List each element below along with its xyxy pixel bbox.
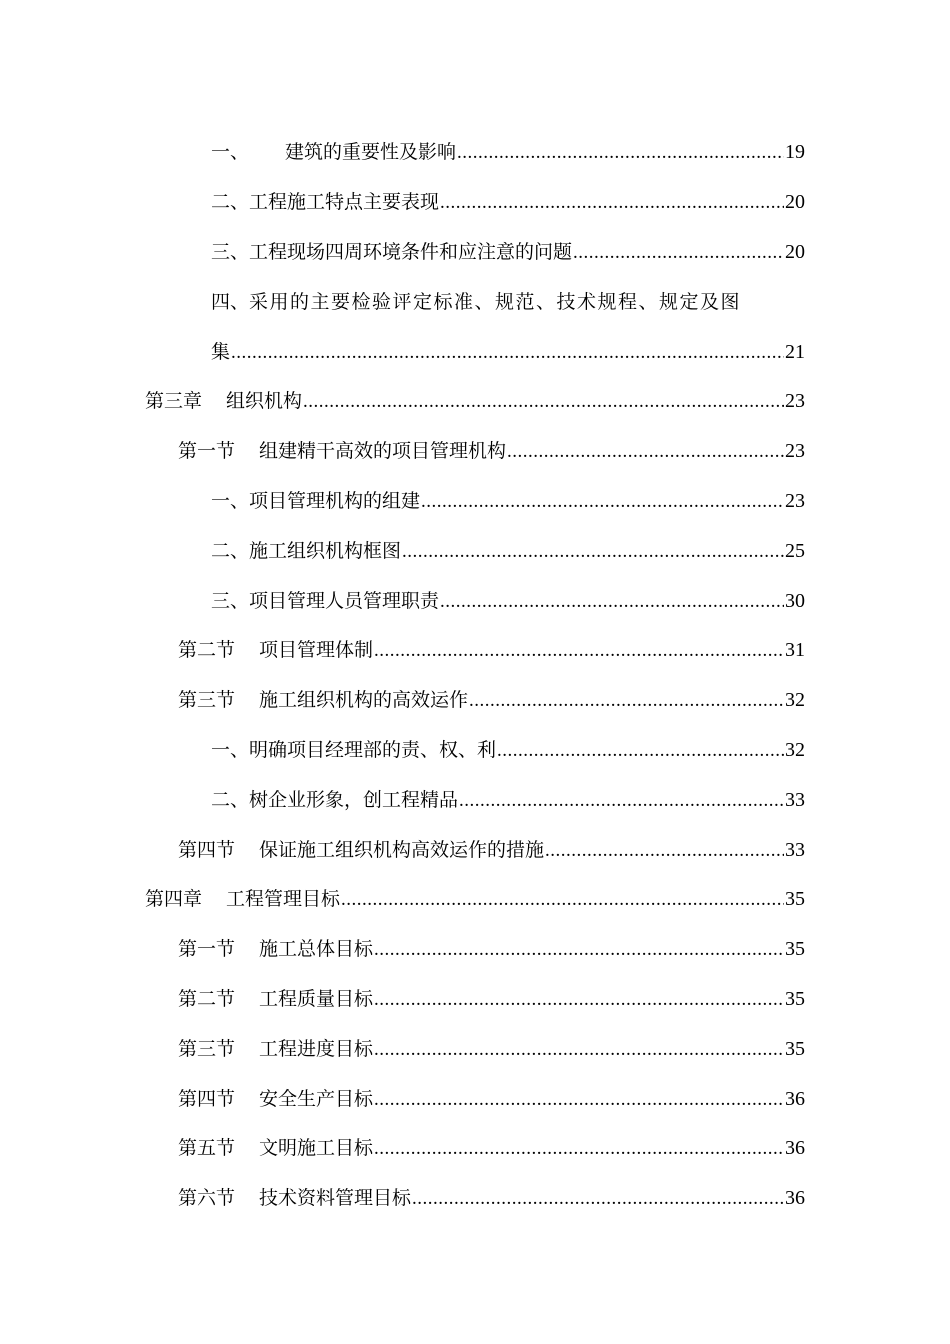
toc-page-number: 19 (785, 141, 805, 164)
toc-page-number: 20 (785, 191, 805, 214)
toc-entry-item[interactable] (0, 773, 950, 823)
toc-entry-section[interactable] (0, 1172, 950, 1222)
toc-page-number: 31 (785, 639, 805, 662)
toc-entry-title: 施工总体目标 (259, 938, 374, 961)
toc-entry-item[interactable] (0, 226, 950, 276)
toc-entry-item[interactable] (0, 724, 950, 774)
toc-entry-line (178, 685, 805, 712)
toc-entry-line (211, 337, 805, 364)
toc-dot-leader (341, 889, 784, 911)
toc-dot-leader (497, 740, 784, 762)
toc-entry-title: 项目管理体制 (259, 639, 374, 662)
toc-entry-line (211, 735, 805, 762)
toc-entry-section[interactable] (0, 1122, 950, 1172)
toc-entry-title: 项目管理机构的组建 (249, 489, 421, 512)
toc-dot-leader (440, 192, 784, 214)
toc-entry-number: 三、 (211, 589, 250, 612)
toc-page-number: 36 (785, 1137, 805, 1160)
toc-entry-title: 组建精干高效的项目管理机构 (259, 440, 507, 463)
toc-entry-number: 第五节 (178, 1137, 236, 1160)
toc-entry-section[interactable] (0, 923, 950, 973)
toc-entry-item[interactable] (0, 126, 950, 176)
toc-dot-leader (469, 690, 784, 712)
toc-entry-line (211, 536, 805, 563)
toc-page-number: 25 (785, 539, 805, 562)
toc-entry-section[interactable] (0, 425, 950, 475)
toc-entry-item[interactable] (0, 325, 950, 375)
toc-dot-leader (374, 939, 784, 961)
toc-entry-section[interactable] (0, 1072, 950, 1122)
toc-entry-title: 文明施工目标 (259, 1137, 374, 1160)
toc-dot-leader (459, 790, 784, 812)
toc-entry-title: 工程管理目标 (226, 888, 341, 911)
toc-entry-title: 安全生产目标 (259, 1087, 374, 1110)
toc-dot-leader (412, 1188, 784, 1210)
toc-entry-number: 二、 (211, 191, 250, 214)
toc-dot-leader (303, 391, 784, 413)
toc-page-number: 23 (785, 440, 805, 463)
toc-page-number: 35 (785, 888, 805, 911)
toc-entry-title: 施工组织机构的高效运作 (259, 689, 469, 712)
toc-entry-title: 保证施工组织机构高效运作的措施 (259, 838, 545, 861)
toc-entry-line (178, 934, 805, 961)
toc-dot-leader (374, 1089, 784, 1111)
toc-page-number: 30 (785, 589, 805, 612)
toc-entry-number: 一、 (211, 489, 250, 512)
toc-entry-number: 第四节 (178, 838, 236, 861)
toc-entry-title: 项目管理人员管理职责 (249, 589, 440, 612)
toc-dot-leader (507, 441, 784, 463)
toc-page-number: 35 (785, 1037, 805, 1060)
toc-entry-title: 工程施工特点主要表现 (249, 191, 440, 214)
toc-page-number: 33 (785, 788, 805, 811)
toc-page-number: 32 (785, 689, 805, 712)
toc-entry-chapter[interactable] (0, 375, 950, 425)
toc-entry-number: 三、 (211, 240, 250, 263)
toc-entry-item[interactable] (0, 176, 950, 226)
toc-entry-number: 一、 (211, 141, 250, 164)
toc-entry-line (178, 436, 805, 463)
toc-page-number: 32 (785, 738, 805, 761)
toc-entry-line (145, 386, 805, 413)
toc-entry-item[interactable] (0, 475, 950, 525)
toc-entry-line (211, 287, 741, 314)
toc-entry-number: 第三章 (145, 390, 203, 413)
toc-entry-line (145, 884, 805, 911)
toc-entry-title: 工程现场四周环境条件和应注意的问题 (249, 240, 573, 263)
toc-entry-number: 第四章 (145, 888, 203, 911)
toc-entry-line (178, 835, 805, 862)
toc-dot-leader (545, 840, 784, 862)
toc-dot-leader (440, 591, 784, 613)
toc-entry-title: 树企业形象，创工程精品 (249, 788, 459, 811)
toc-dot-leader (421, 491, 784, 513)
toc-dot-leader (374, 1039, 784, 1061)
toc-entry-line (178, 1034, 805, 1061)
toc-entry-number: 第六节 (178, 1187, 236, 1210)
toc-entry-section[interactable] (0, 1022, 950, 1072)
toc-entry-line (178, 1133, 805, 1160)
toc-entry-number: 四、 (211, 290, 250, 313)
toc-entry-chapter[interactable] (0, 873, 950, 923)
toc-entry-number: 二、 (211, 788, 250, 811)
toc-entry-line (211, 187, 805, 214)
toc-entry-title: 采用的主要检验评定标准、规范、技术规程、规定及图 (249, 290, 742, 313)
toc-entry-title: 明确项目经理部的责、权、利 (249, 738, 497, 761)
toc-entry-number: 二、 (211, 539, 250, 562)
toc-entry-title: 组织机构 (226, 390, 303, 413)
toc-page-number: 20 (785, 240, 805, 263)
toc-dot-leader (374, 989, 784, 1011)
toc-entry-section[interactable] (0, 973, 950, 1023)
toc-dot-leader (374, 1138, 784, 1160)
table-of-contents (0, 126, 950, 1222)
toc-entry-number: 第一节 (178, 938, 236, 961)
toc-entry-line (211, 137, 805, 164)
toc-page-number: 21 (785, 340, 805, 363)
toc-entry-title: 技术资料管理目标 (259, 1187, 412, 1210)
toc-page-number: 23 (785, 489, 805, 512)
toc-dot-leader (374, 640, 784, 662)
toc-page-number: 33 (785, 838, 805, 861)
toc-entry-number: 第一节 (178, 440, 236, 463)
toc-page-number: 35 (785, 938, 805, 961)
toc-entry-title: 集 (211, 340, 231, 363)
toc-entry-line (178, 984, 805, 1011)
toc-page-number: 35 (785, 987, 805, 1010)
toc-entry-section[interactable] (0, 624, 950, 674)
toc-entry-number: 第四节 (178, 1087, 236, 1110)
toc-entry-line (211, 486, 805, 513)
toc-page-number: 36 (785, 1087, 805, 1110)
toc-entry-line (211, 237, 805, 264)
toc-entry-number: 一、 (211, 738, 250, 761)
toc-entry-number: 第三节 (178, 689, 236, 712)
toc-entry-line (178, 1183, 805, 1210)
toc-entry-line (178, 635, 805, 662)
toc-entry-section[interactable] (0, 674, 950, 724)
toc-entry-title: 工程进度目标 (259, 1037, 374, 1060)
toc-dot-leader (402, 541, 784, 563)
toc-entry-section[interactable] (0, 823, 950, 873)
toc-entry-title: 工程质量目标 (259, 987, 374, 1010)
toc-entry-line (211, 785, 805, 812)
toc-entry-number: 第二节 (178, 639, 236, 662)
toc-dot-leader (231, 342, 784, 364)
toc-page-number: 23 (785, 390, 805, 413)
toc-entry-item[interactable] (0, 524, 950, 574)
toc-entry-title: 施工组织机构框图 (249, 539, 402, 562)
toc-entry-line (211, 586, 805, 613)
toc-entry-number: 第二节 (178, 987, 236, 1010)
toc-entry-number: 第三节 (178, 1037, 236, 1060)
toc-entry-title: 建筑的重要性及影响 (285, 141, 457, 164)
toc-page-number: 36 (785, 1187, 805, 1210)
toc-dot-leader (457, 142, 784, 164)
toc-entry-item[interactable] (0, 275, 950, 325)
toc-entry-line (178, 1084, 805, 1111)
toc-entry-item[interactable] (0, 574, 950, 624)
toc-dot-leader (573, 242, 784, 264)
